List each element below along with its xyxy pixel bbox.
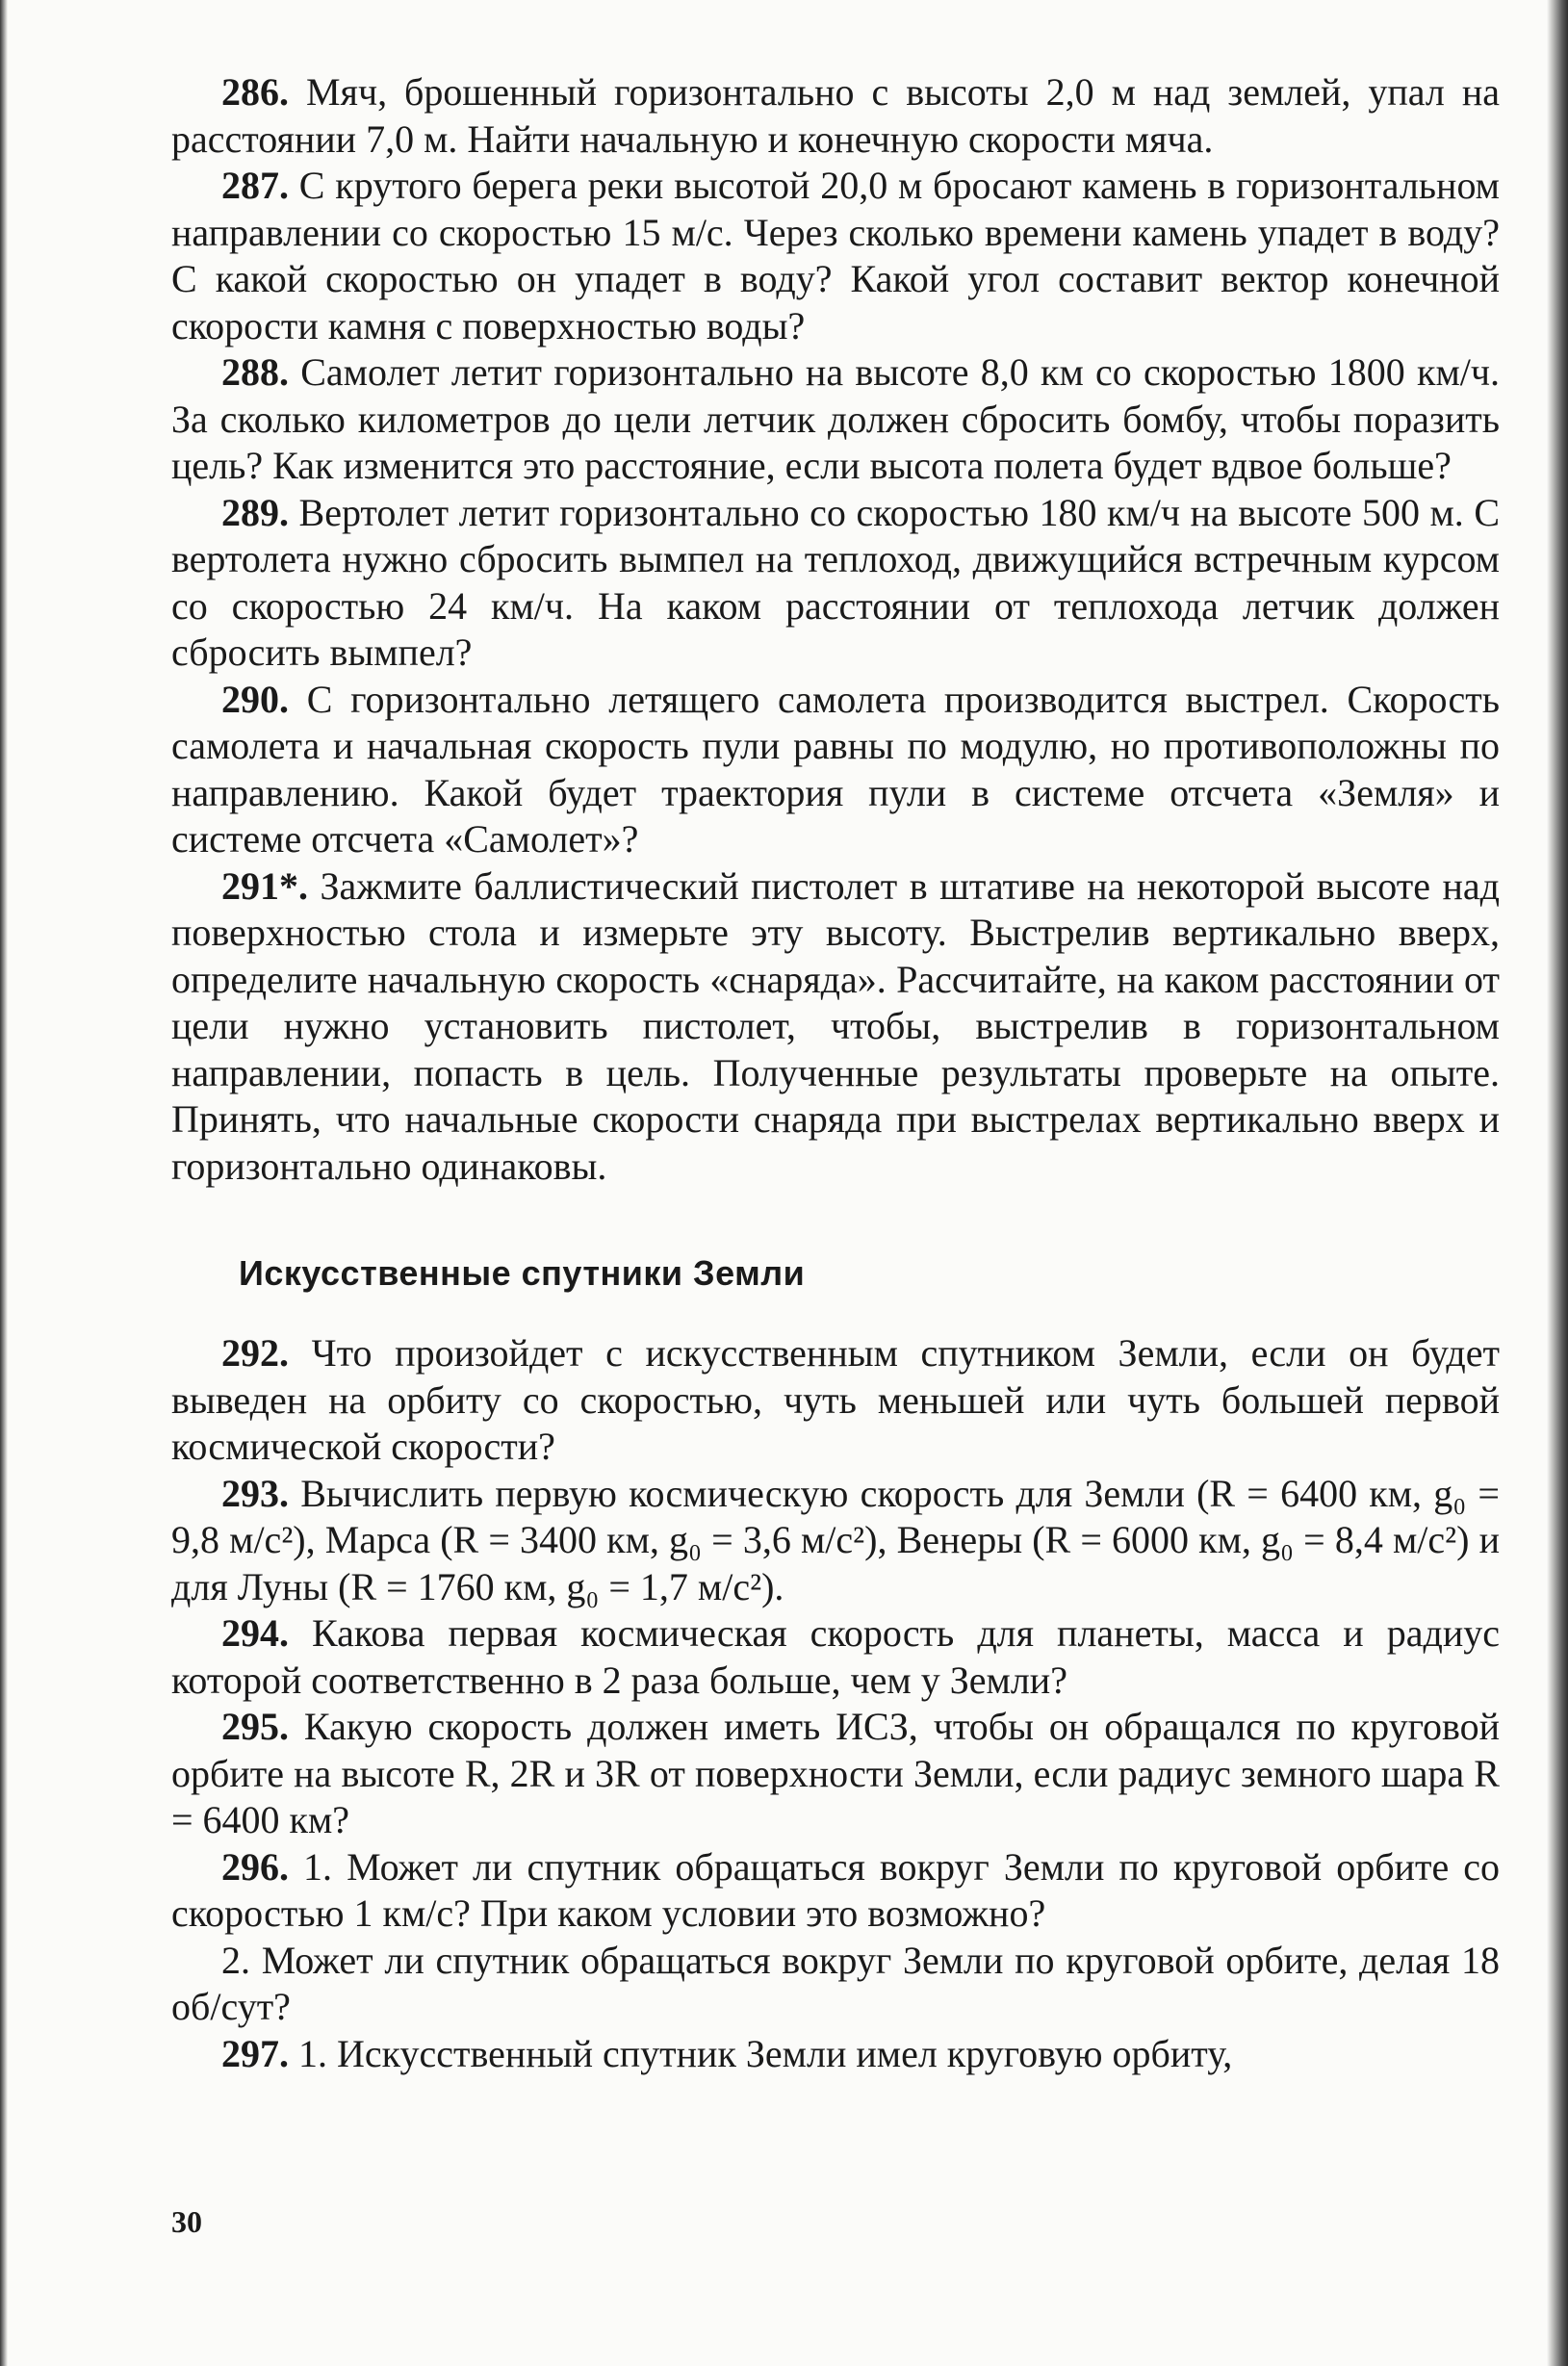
- problem-number: 290.: [221, 677, 289, 721]
- problem-text: 2. Может ли спутник обращаться вокруг Земли по круговой орбите, делая 18 об/сут?: [171, 1938, 1500, 2028]
- page-number: 30: [171, 2204, 202, 2239]
- problem-text: Какова первая космическая скорость для планеты, масса и радиус которой соответственно в 2 раза больше, чем у Земли?: [171, 1611, 1500, 1702]
- problem-text: 1. Может ли спутник обращаться вокруг Земли по круговой орбите со скоростью 1 км/с? При каком условии это возможно?: [171, 1844, 1500, 1935]
- problem-number: 287.: [221, 164, 289, 207]
- problem-293: [171, 1471, 1500, 1611]
- problem-text: Самолет летит горизонтально на высоте 8,0 км со скоростью 1800 км/ч. За сколько километров до цели летчик должен сбросить бомбу, чтобы поразить цель? Как изменится это расстояние, если высота полета будет вдвое больше?: [171, 350, 1500, 487]
- problem-text: С горизонтально летящего самолета производится выстрел. Скорость самолета и начальная скорость пули равны по модулю, но противоположны по направлению. Какой будет траектория пули в системе отсчета «Земля» и системе отсчета «Самолет»?: [171, 677, 1500, 861]
- problem-number: 286.: [221, 70, 289, 114]
- problem-number: 289.: [221, 490, 289, 534]
- problem-295: [171, 1704, 1500, 1844]
- problem-text: Вертолет летит горизонтально со скоростью 180 км/ч на высоте 500 м. С вертолета нужно сбросить вымпел на теплоход, движущийся встречным курсом со скоростью 24 км/ч. На каком расстоянии от теплохода летчик должен сбросить вымпел?: [171, 490, 1500, 674]
- page-right-shadow: [1547, 0, 1568, 2366]
- problem-text: Мяч, брошенный горизонтально с высоты 2,0 м над землей, упал на расстоянии 7,0 м. Найти начальную и конечную скорости мяча.: [171, 70, 1500, 161]
- problem-number: 292.: [221, 1331, 289, 1375]
- problem-297: [171, 2031, 1500, 2078]
- problem-number: 297.: [221, 2031, 289, 2075]
- section-heading: Искусственные спутники Земли: [239, 1253, 806, 1293]
- problem-294: [171, 1610, 1500, 1704]
- problem-number: 295.: [221, 1705, 289, 1748]
- page-content: [171, 69, 1500, 2077]
- problem-292: [171, 1330, 1500, 1471]
- problem-number: 293.: [221, 1471, 289, 1515]
- problem-286: [171, 69, 1500, 163]
- problem-289: [171, 490, 1500, 677]
- problem-text: Что произойдет с искусственным спутником Земли, если он будет выведен на орбиту со скоростью, чуть меньшей или чуть большей первой космической скорости?: [171, 1331, 1500, 1468]
- problem-288: [171, 349, 1500, 490]
- problem-287: [171, 163, 1500, 349]
- problem-text: С крутого берега реки высотой 20,0 м бросают камень в горизонтальном направлении со скоростью 15 м/с. Через сколько времени камень упадет в воду? С какой скоростью он упадет в воду? Какой угол составит вектор конечной скорости камня с поверхностью воды?: [171, 164, 1500, 347]
- problem-number: 288.: [221, 350, 289, 394]
- problem-290: [171, 677, 1500, 863]
- problem-text: Зажмите баллистический пистолет в штативе на некоторой высоте над поверхностью стола и измерьте эту высоту. Выстрелив вертикально вверх, определите начальную скорость «снаряда». Рассчитайте, на каком расстоянии от цели нужно установить пистолет, чтобы, выстрелив в горизонтальном направлении, попасть в цель. Полученные результаты проверьте на опыте. Принять, что начальные скорости снаряда при выстрелах вертикально вверх и горизонтально одинаковы.: [171, 863, 1500, 1188]
- problem-291: [171, 863, 1500, 1191]
- problem-text: Вычислить первую космическую скорость для Земли (R = 6400 км, g₀ = 9,8 м/с²), Марса (R = 3400 км, g₀ = 3,6 м/с²), Венеры (R = 6000 км, g₀ = 8,4 м/с²) и для Луны (R = 1760 км, g₀ = 1,7 м/с²).: [171, 1471, 1500, 1608]
- problem-text: Какую скорость должен иметь ИСЗ, чтобы он обращался по круговой орбите на высоте R, 2R и 3R от поверхности Земли, если радиус земного шара R = 6400 км?: [171, 1705, 1500, 1841]
- problem-296-part1: [171, 1844, 1500, 1938]
- problem-number: 296.: [221, 1844, 289, 1889]
- problem-296-part2: [171, 1938, 1500, 2031]
- problem-number: 291*.: [221, 863, 308, 908]
- page-left-shadow: [0, 0, 8, 2366]
- problem-text: 1. Искусственный спутник Земли имел круговую орбиту,: [289, 2031, 1233, 2075]
- problem-number: 294.: [221, 1611, 289, 1655]
